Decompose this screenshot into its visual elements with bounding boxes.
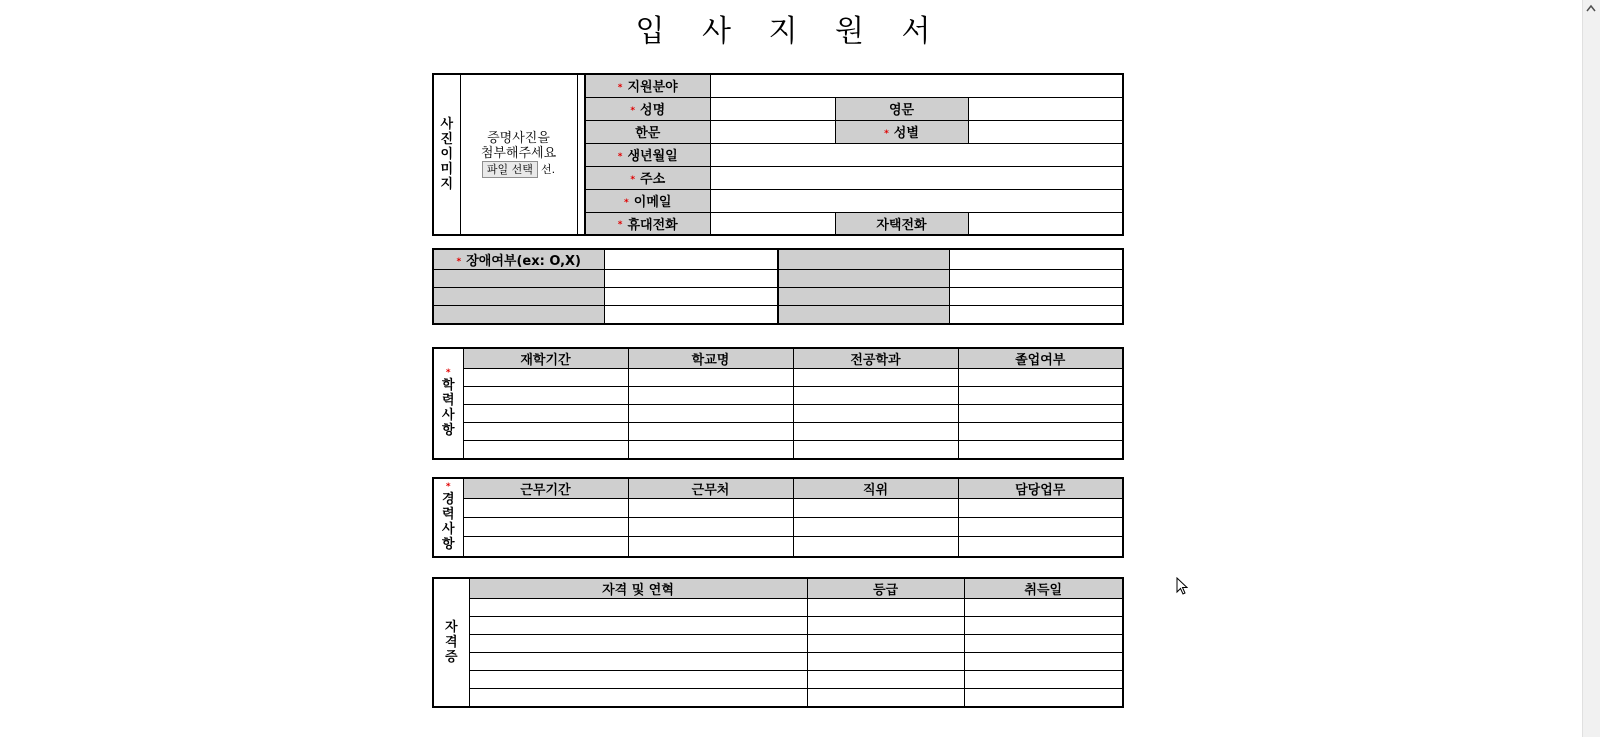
extra-input-cell[interactable] xyxy=(949,270,1123,288)
mouse-cursor-icon xyxy=(1176,577,1188,595)
table-cell[interactable] xyxy=(958,441,1123,459)
side-char: 항 xyxy=(441,537,455,553)
file-status-text: 선. xyxy=(540,163,556,176)
disability-label xyxy=(433,249,604,270)
table-cell[interactable] xyxy=(628,405,793,423)
mobile-label-text: 휴대전화 xyxy=(627,217,678,233)
name-input[interactable] xyxy=(710,97,835,120)
extra-input-cell[interactable] xyxy=(604,306,778,324)
education-header-school: 학교명 xyxy=(628,348,793,369)
required-mark: * xyxy=(617,151,623,162)
table-cell[interactable] xyxy=(469,617,807,635)
field-label xyxy=(585,74,710,97)
english-name-input[interactable] xyxy=(968,97,1123,120)
photo-upload-area xyxy=(460,74,577,235)
email-input[interactable] xyxy=(710,189,1123,212)
table-row xyxy=(433,405,1123,423)
home-phone-input[interactable] xyxy=(968,212,1123,235)
scroll-up-arrow-icon[interactable] xyxy=(1586,4,1596,12)
disability-label-text: 장애여부(ex: O,X) xyxy=(466,254,581,269)
mobile-label xyxy=(585,212,710,235)
table-cell[interactable] xyxy=(807,653,964,671)
table-cell[interactable] xyxy=(628,499,793,518)
page-title: 입 사 지 원 서 xyxy=(635,14,945,49)
career-side-label xyxy=(433,478,463,557)
extra-label-cell xyxy=(778,306,949,324)
table-cell[interactable] xyxy=(469,599,807,617)
table-cell[interactable] xyxy=(469,635,807,653)
table-row xyxy=(433,423,1123,441)
table-row xyxy=(433,537,1123,557)
side-char: 진 xyxy=(440,132,454,147)
table-row xyxy=(433,599,1123,617)
table-cell[interactable] xyxy=(964,617,1123,635)
required-mark: * xyxy=(624,197,629,208)
required-mark: * xyxy=(456,256,462,267)
education-side-label xyxy=(433,348,463,459)
certificates-header-date: 취득일 xyxy=(964,578,1123,599)
table-row xyxy=(433,635,1123,653)
extra-label-cell xyxy=(778,288,949,306)
gender-input[interactable] xyxy=(968,120,1123,143)
gender-label xyxy=(835,120,968,143)
extra-label-cell xyxy=(433,306,604,324)
table-cell[interactable] xyxy=(463,499,628,518)
table-cell[interactable] xyxy=(807,671,964,689)
career-header-position: 직위 xyxy=(793,478,958,499)
table-row xyxy=(433,671,1123,689)
table-cell[interactable] xyxy=(793,499,958,518)
birth-input[interactable] xyxy=(710,143,1123,166)
extra-input-cell[interactable] xyxy=(949,288,1123,306)
name-label-text: 성명 xyxy=(640,103,666,118)
table-cell[interactable] xyxy=(807,689,964,707)
gender-label-text: 성별 xyxy=(893,126,919,141)
side-char: 력 xyxy=(441,393,455,409)
address-input[interactable] xyxy=(710,166,1123,189)
table-row xyxy=(433,387,1123,405)
table-row xyxy=(433,689,1123,707)
field-input[interactable] xyxy=(710,74,1123,97)
birth-label-text: 생년월일 xyxy=(627,149,678,164)
table-cell[interactable] xyxy=(958,369,1123,387)
required-mark: * xyxy=(630,105,636,116)
table-cell[interactable] xyxy=(958,499,1123,518)
table-row xyxy=(433,499,1123,518)
photo-instruction-2: 첨부해주세요 xyxy=(480,146,557,161)
table-cell[interactable] xyxy=(463,369,628,387)
table-cell[interactable] xyxy=(793,537,958,557)
photo-side-label xyxy=(433,74,460,235)
table-cell[interactable] xyxy=(964,653,1123,671)
extra-input-cell[interactable] xyxy=(949,306,1123,324)
table-cell[interactable] xyxy=(463,518,628,537)
required-mark: * xyxy=(445,368,451,379)
table-cell[interactable] xyxy=(469,653,807,671)
table-cell[interactable] xyxy=(628,441,793,459)
career-header-duty: 담당업무 xyxy=(958,478,1123,499)
address-label xyxy=(585,166,710,189)
table-cell[interactable] xyxy=(628,423,793,441)
certificates-side-label xyxy=(433,578,469,707)
side-char: 격 xyxy=(444,634,458,650)
email-label xyxy=(585,189,710,212)
table-row xyxy=(433,518,1123,537)
table-cell[interactable] xyxy=(628,369,793,387)
table-row xyxy=(433,653,1123,671)
side-char: 항 xyxy=(441,423,455,439)
disability-table xyxy=(432,248,1124,325)
required-mark: * xyxy=(630,174,636,185)
table-cell[interactable] xyxy=(628,387,793,405)
table-cell[interactable] xyxy=(628,518,793,537)
certificates-table xyxy=(432,577,1124,708)
table-cell[interactable] xyxy=(469,689,807,707)
required-mark: * xyxy=(617,220,623,231)
extra-label-cell xyxy=(778,249,949,270)
certificates-header-grade: 등급 xyxy=(807,578,964,599)
hanja-name-input[interactable] xyxy=(710,120,835,143)
table-cell[interactable] xyxy=(958,423,1123,441)
name-label xyxy=(585,97,710,120)
table-cell[interactable] xyxy=(793,387,958,405)
table-cell[interactable] xyxy=(958,387,1123,405)
table-row xyxy=(433,441,1123,459)
table-row xyxy=(433,617,1123,635)
field-label-text: 지원분야 xyxy=(627,80,678,96)
table-cell[interactable] xyxy=(793,405,958,423)
table-cell[interactable] xyxy=(964,599,1123,617)
table-cell[interactable] xyxy=(964,671,1123,689)
table-row xyxy=(433,369,1123,387)
hanja-name-label: 한문 xyxy=(585,120,710,143)
photo-instruction-1: 증명사진을 xyxy=(487,131,550,146)
career-header-period: 근무기간 xyxy=(463,478,628,499)
extra-label-cell xyxy=(433,270,604,288)
table-cell[interactable] xyxy=(964,635,1123,653)
side-char: 이 xyxy=(440,147,454,162)
education-header-period: 재학기간 xyxy=(463,348,628,369)
home-phone-label: 자택전화 xyxy=(835,212,968,235)
side-char: 지 xyxy=(440,177,454,192)
extra-input-cell[interactable] xyxy=(949,249,1123,270)
side-char: 사 xyxy=(441,408,455,424)
side-char: 증 xyxy=(444,649,458,665)
table-cell[interactable] xyxy=(793,441,958,459)
vertical-scrollbar[interactable] xyxy=(1582,0,1600,737)
basic-info-table xyxy=(432,73,1124,236)
side-char: 미 xyxy=(440,162,454,177)
address-label-text: 주소 xyxy=(640,172,666,187)
table-cell[interactable] xyxy=(793,423,958,441)
side-char: 사 xyxy=(441,522,455,538)
birth-label xyxy=(585,143,710,166)
required-mark: * xyxy=(445,482,451,493)
extra-input-cell[interactable] xyxy=(604,288,778,306)
table-cell[interactable] xyxy=(964,689,1123,707)
email-label-text: 이메일 xyxy=(633,195,672,210)
photo-spacer xyxy=(577,74,585,235)
side-char: 자 xyxy=(444,619,458,635)
english-name-label: 영문 xyxy=(835,97,968,120)
education-header-graduation: 졸업여부 xyxy=(958,348,1123,369)
table-cell[interactable] xyxy=(807,599,964,617)
table-cell[interactable] xyxy=(628,537,793,557)
table-cell[interactable] xyxy=(958,518,1123,537)
table-cell[interactable] xyxy=(807,617,964,635)
career-header-workplace: 근무처 xyxy=(628,478,793,499)
table-cell[interactable] xyxy=(469,671,807,689)
education-table xyxy=(432,347,1124,460)
mobile-input[interactable] xyxy=(710,212,835,235)
side-char: 경 xyxy=(441,492,455,508)
required-mark: * xyxy=(884,128,889,139)
table-cell[interactable] xyxy=(463,441,628,459)
table-cell[interactable] xyxy=(463,405,628,423)
table-cell[interactable] xyxy=(807,635,964,653)
extra-label-cell xyxy=(778,270,949,288)
education-header-major: 전공학과 xyxy=(793,348,958,369)
side-char: 학 xyxy=(441,378,455,394)
table-cell[interactable] xyxy=(463,387,628,405)
table-cell[interactable] xyxy=(463,423,628,441)
table-cell[interactable] xyxy=(958,405,1123,423)
table-cell[interactable] xyxy=(463,537,628,557)
required-mark: * xyxy=(617,82,623,93)
side-char: 력 xyxy=(441,507,455,523)
table-cell[interactable] xyxy=(793,369,958,387)
table-cell[interactable] xyxy=(958,537,1123,557)
file-select-button[interactable]: 파일 선택 xyxy=(482,161,538,178)
extra-label-cell xyxy=(433,288,604,306)
career-table xyxy=(432,477,1124,558)
certificates-header-name: 자격 및 연혁 xyxy=(469,578,807,599)
table-cell[interactable] xyxy=(793,518,958,537)
disability-input[interactable] xyxy=(604,249,778,270)
extra-input-cell[interactable] xyxy=(604,270,778,288)
side-char: 사 xyxy=(440,117,454,132)
